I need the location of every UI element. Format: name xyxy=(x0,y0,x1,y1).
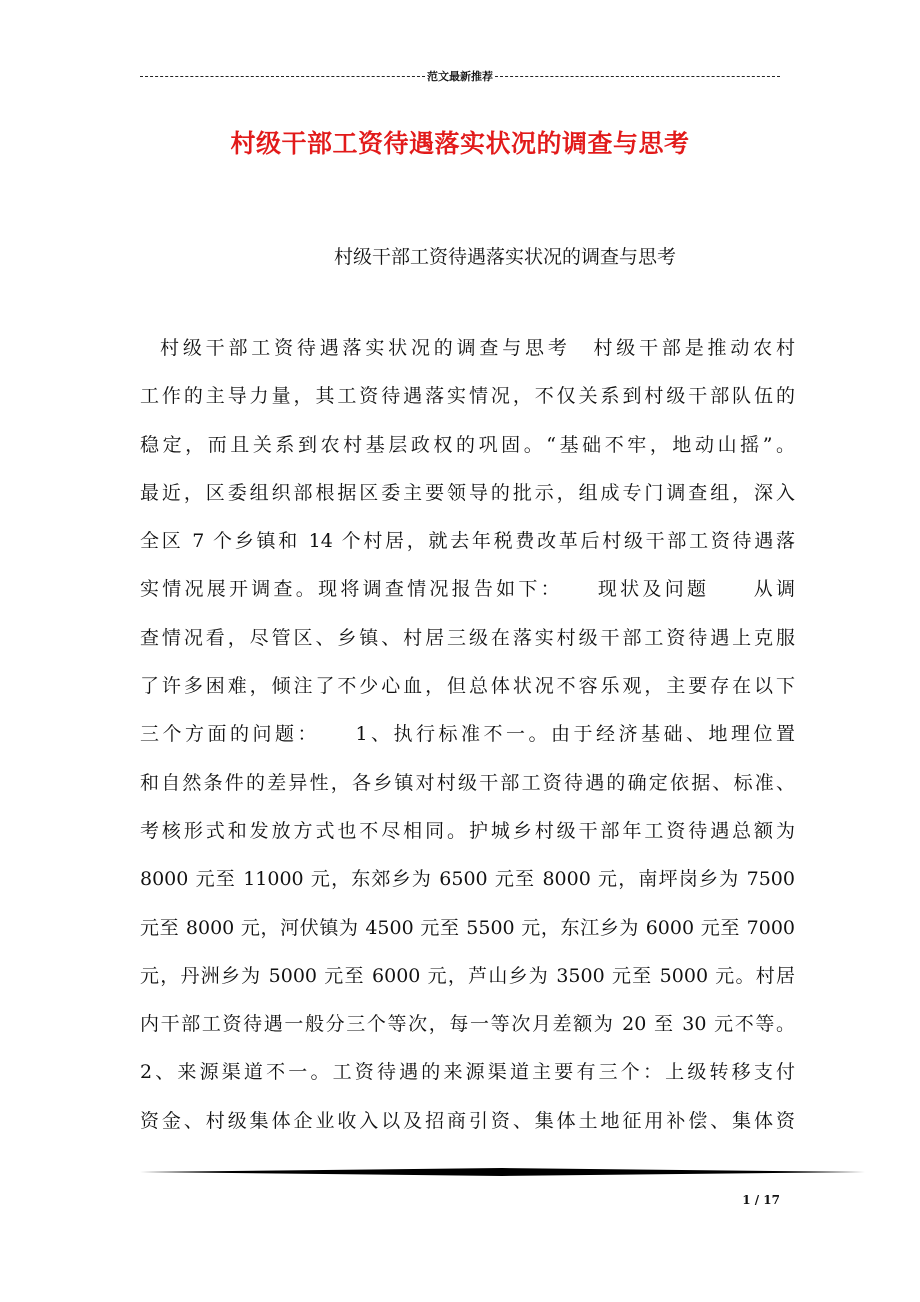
body-line: 元至 8000 元，河伏镇为 4500 元至 5500 元，东江乡为 6000 元至 7000 xyxy=(140,916,795,939)
body-line: 2、来源渠道不一。工资待遇的来源渠道主要有三个：上级转移支付 xyxy=(140,1061,795,1084)
body-line: 考核形式和发放方式也不尽相同。护城乡村级干部年工资待遇总额为 xyxy=(140,819,795,842)
body-line: 了许多困难，倾注了不少心血，但总体状况不容乐观，主要存在以下 xyxy=(140,675,795,698)
body-line: 查情况看，尽管区、乡镇、村居三级在落实村级干部工资待遇上克服 xyxy=(140,626,795,649)
body-line: 内干部工资待遇一般分三个等次，每一等次月差额为 20 至 30 元不等。 xyxy=(140,1013,795,1036)
header-label: 范文最新推荐 xyxy=(427,70,493,83)
page-number: 1 / 17 xyxy=(742,1193,780,1207)
page-header xyxy=(140,68,780,84)
body-line: 三个方面的问题： 1、执行标准不一。由于经济基础、地理位置 xyxy=(140,723,795,746)
header-dash-left xyxy=(140,76,425,77)
body-line: 工作的主导力量，其工资待遇落实情况，不仅关系到村级干部队伍的 xyxy=(140,385,795,408)
document-title: 村级干部工资待遇落实状况的调查与思考 xyxy=(230,129,690,158)
body-text xyxy=(140,333,795,1154)
body-line: 元，丹洲乡为 5000 元至 6000 元，芦山乡为 3500 元至 5000 元。村居 xyxy=(140,964,795,987)
body-line: 资金、村级集体企业收入以及招商引资、集体土地征用补偿、集体资 xyxy=(140,1109,795,1132)
body-line: 8000 元至 11000 元，东郊乡为 6500 元至 8000 元，南坪岗乡为 7500 xyxy=(140,868,795,891)
document-subtitle: 村级干部工资待遇落实状况的调查与思考 xyxy=(334,246,677,268)
body-line: 和自然条件的差异性，各乡镇对村级干部工资待遇的确定依据、标准、 xyxy=(140,771,795,794)
body-line: 稳定，而且关系到农村基层政权的巩固。“基础不牢，地动山摇”。 xyxy=(140,433,795,456)
body-line: 全区 7 个乡镇和 14 个村居，就去年税费改革后村级干部工资待遇落 xyxy=(140,530,795,553)
body-line: 实情况展开调查。现将调查情况报告如下： 现状及问题 从调 xyxy=(140,578,795,601)
body-line: 村级干部工资待遇落实状况的调查与思考 村级干部是推动农村 xyxy=(160,337,795,359)
footer-rule xyxy=(140,1168,865,1176)
header-dash-right xyxy=(495,76,780,77)
body-line: 最近，区委组织部根据区委主要领导的批示，组成专门调查组，深入 xyxy=(140,481,795,504)
